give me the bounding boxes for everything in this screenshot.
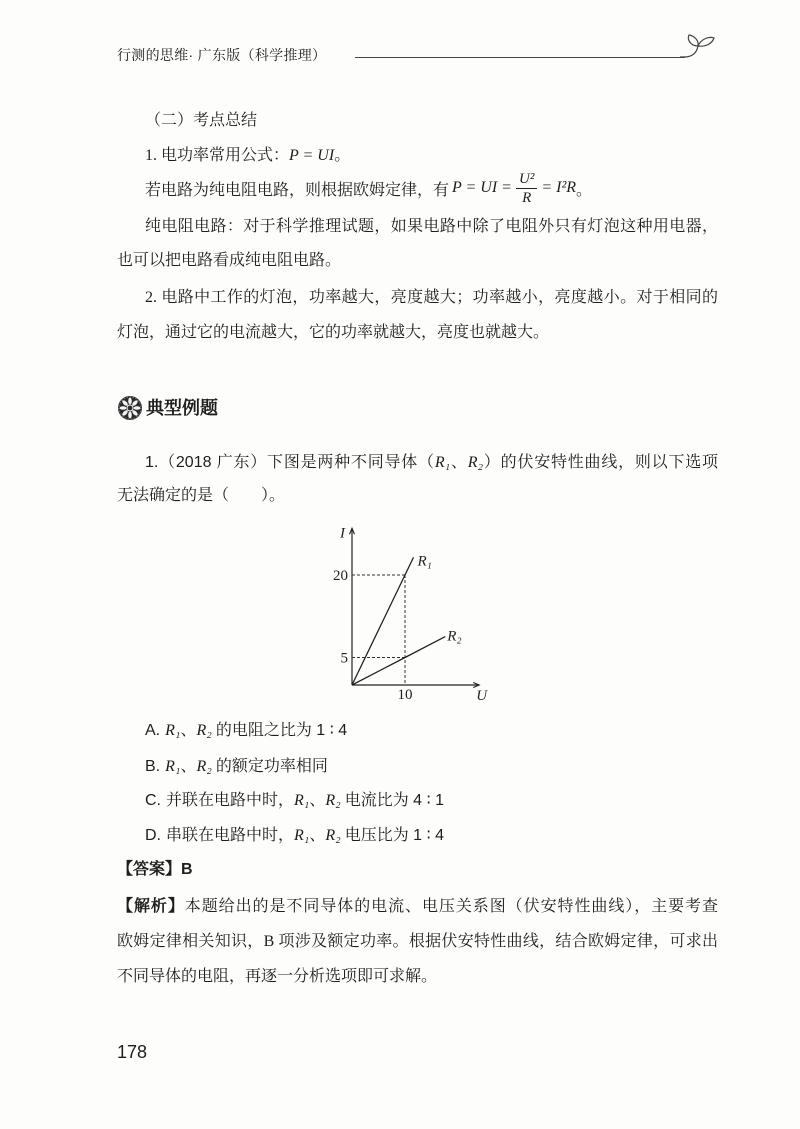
question-line-1 <box>145 453 718 473</box>
r1-symbol: R₁ <box>165 722 181 739</box>
ohm-law-line <box>145 168 592 208</box>
option-text: 的额定功率相同 <box>215 758 328 775</box>
analysis-line-3: 不同导体的电阻，再逐一分析选项即可求解。 <box>117 968 438 985</box>
option-c <box>145 791 444 811</box>
fraction-numerator: U² <box>516 170 537 189</box>
power-formula-label: 1. 电功率常用公式： <box>145 147 290 164</box>
running-header-title: 行测的思维· 广东版（科学推理） <box>117 47 327 63</box>
sprout-icon <box>680 32 720 60</box>
option-condition: 串联在电路中时， <box>166 827 295 844</box>
analysis-text: 本题给出的是不同导体的电流、电压关系图（伏安特性曲线），主要考查 <box>184 898 718 915</box>
analysis-line-2: 欧姆定律相关知识，B 项涉及额定功率。根据伏安特性曲线，结合欧姆定律，可求出 <box>117 933 718 950</box>
ornament-icon <box>117 395 143 421</box>
r1-symbol: R₁ <box>294 792 310 809</box>
option-text: 电流比为 4 ∶ 1 <box>344 792 445 809</box>
answer-line <box>117 860 193 880</box>
symbol-separator: 、 <box>309 827 326 844</box>
summary-heading: （二）考点总结 <box>145 112 258 129</box>
ohm-formula-end: 。 <box>576 181 593 199</box>
analysis-label: 【解析】 <box>117 898 185 915</box>
option-text: 的电阻之比为 1 ∶ 4 <box>215 722 348 739</box>
answer-label: 【答案】 <box>117 861 182 878</box>
iv-characteristic-chart <box>320 515 500 707</box>
y-tick-label-1: 5 <box>340 650 348 667</box>
option-condition: 并联在电路中时， <box>166 792 295 809</box>
r2-symbol: R₂ <box>325 827 341 844</box>
question-line-2: 无法确定的是（ ）。 <box>117 487 286 504</box>
examples-heading: 典型例题 <box>146 398 218 418</box>
power-formula: P = UI <box>289 147 335 164</box>
series-line-2 <box>352 637 445 685</box>
symbol-separator: 、 <box>309 792 326 809</box>
pure-resistance-line-2: 也可以把电路看成纯电阻电路。 <box>117 252 342 269</box>
option-label: B. <box>145 758 161 775</box>
power-formula-item <box>145 146 350 166</box>
bulb-item-line-2: 灯泡，通过它的电流越大，它的功率就越大，亮度也就越大。 <box>117 324 550 341</box>
question-prefix: 1.（2018 广东）下图是两种不同导体（ <box>145 454 435 471</box>
y-tick-label-0: 20 <box>333 568 348 584</box>
ohm-formula-right: = I²R <box>541 179 577 196</box>
header-rule <box>355 57 685 58</box>
power-formula-end: 。 <box>334 147 351 164</box>
pure-resistance-line-1: 纯电阻电路：对于科学推理试题，如果电路中除了电阻外只有灯泡这种用电器， <box>145 218 718 235</box>
page-number: 178 <box>117 1042 148 1062</box>
option-b <box>145 757 328 777</box>
ohm-formula-left: P = UI = <box>452 179 512 196</box>
x-tick-label-0: 10 <box>397 687 413 703</box>
symbol-separator: 、 <box>180 722 197 739</box>
analysis-line-1 <box>117 897 718 917</box>
ohm-fraction <box>516 170 537 207</box>
series-label-2: R₂ <box>447 628 462 645</box>
ohm-law-text: 若电路为纯电阻电路，则根据欧姆定律，有 <box>145 181 450 199</box>
r1-symbol: R₁ <box>165 758 181 775</box>
r2-symbol: R₂ <box>467 454 484 471</box>
series-label-1: R₁ <box>417 553 432 570</box>
r1-symbol: R₁ <box>434 454 451 471</box>
r1-symbol: R₁ <box>294 827 310 844</box>
series-line-1 <box>352 557 413 685</box>
answer-value: B <box>181 861 193 878</box>
r2-symbol: R₂ <box>196 758 212 775</box>
option-a <box>145 721 347 741</box>
bulb-item-line-1: 2. 电路中工作的灯泡，功率越大，亮度越大；功率越小，亮度越小。对于相同的 <box>145 289 718 306</box>
r2-symbol: R₂ <box>325 792 341 809</box>
x-axis-label: U <box>476 688 488 704</box>
y-axis-label: I <box>340 525 345 542</box>
question-suffix: ）的伏安特性曲线，则以下选项 <box>483 454 718 471</box>
symbol-separator: 、 <box>180 758 197 775</box>
option-label: A. <box>145 722 161 739</box>
fraction-denominator: R <box>522 189 532 206</box>
r2-symbol: R₂ <box>196 722 212 739</box>
option-label: D. <box>145 827 161 844</box>
symbol-separator: 、 <box>450 454 468 471</box>
option-text: 电压比为 1 ∶ 4 <box>344 827 445 844</box>
option-label: C. <box>145 792 161 809</box>
option-d <box>145 826 444 846</box>
